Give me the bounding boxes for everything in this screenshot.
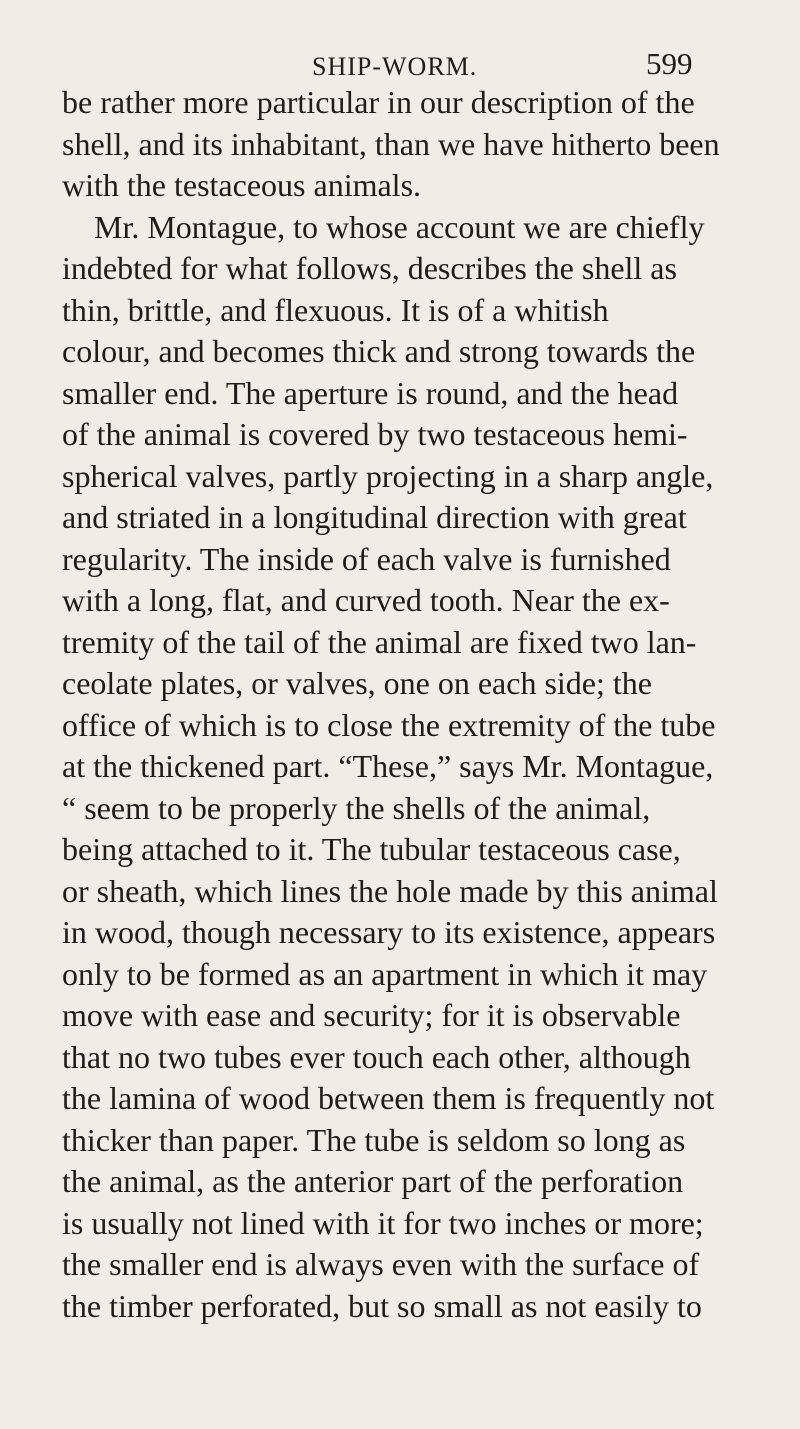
text-line: and striated in a longitudinal direction with great [62,499,687,535]
text-line: with a long, flat, and curved tooth. Near the ex- [62,582,670,618]
text-line: “ seem to be properly the shells of the animal, [62,790,651,826]
text-line: at the thickened part. “These,” says Mr. Montague, [62,748,714,784]
text-line: only to be formed as an apartment in which it may [62,956,708,992]
text-line: in wood, though necessary to its existence, appears [62,914,716,950]
text-line: move with ease and security; for it is observable [62,997,681,1033]
text-line: the animal, as the anterior part of the perforation [62,1163,684,1199]
text-line: colour, and becomes thick and strong towards the [62,333,696,369]
text-line: spherical valves, partly projecting in a sharp angle, [62,458,714,494]
text-line: shell, and its inhabitant, than we have hitherto been [62,126,720,162]
text-line: tremity of the tail of the animal are fixed two lan- [62,624,697,660]
text-line: ceolate plates, or valves, one on each side; the [62,665,652,701]
text-line: thicker than paper. The tube is seldom so long as [62,1122,686,1158]
text-line: of the animal is covered by two testaceous hemi- [62,416,688,452]
text-line: be rather more particular in our description of the [62,84,695,120]
text-line: with the testaceous animals. [62,167,422,203]
text-line: is usually not lined with it for two inches or more; [62,1205,704,1241]
text-line: being attached to it. The tubular testaceous case, [62,831,681,867]
text-line: indebted for what follows, describes the shell as [62,250,677,286]
text-line: the timber perforated, but so small as not easily to [62,1288,702,1324]
text-line: office of which is to close the extremity of the tube [62,707,716,743]
text-line: that no two tubes ever touch each other, although [62,1039,691,1075]
text-line: the lamina of wood between them is frequently not [62,1080,715,1116]
text-line: smaller end. The aperture is round, and the head [62,375,679,411]
page-number: 599 [646,46,693,81]
text-line: Mr. Montague, to whose account we are chiefly [94,209,705,245]
text-line: regularity. The inside of each valve is furnished [62,541,671,577]
running-head: SHIP-WORM. [312,52,478,81]
text-line: thin, brittle, and flexuous. It is of a whitish [62,292,609,328]
text-line: or sheath, which lines the hole made by this animal [62,873,718,909]
text-line: the smaller end is always even with the surface of [62,1246,700,1282]
